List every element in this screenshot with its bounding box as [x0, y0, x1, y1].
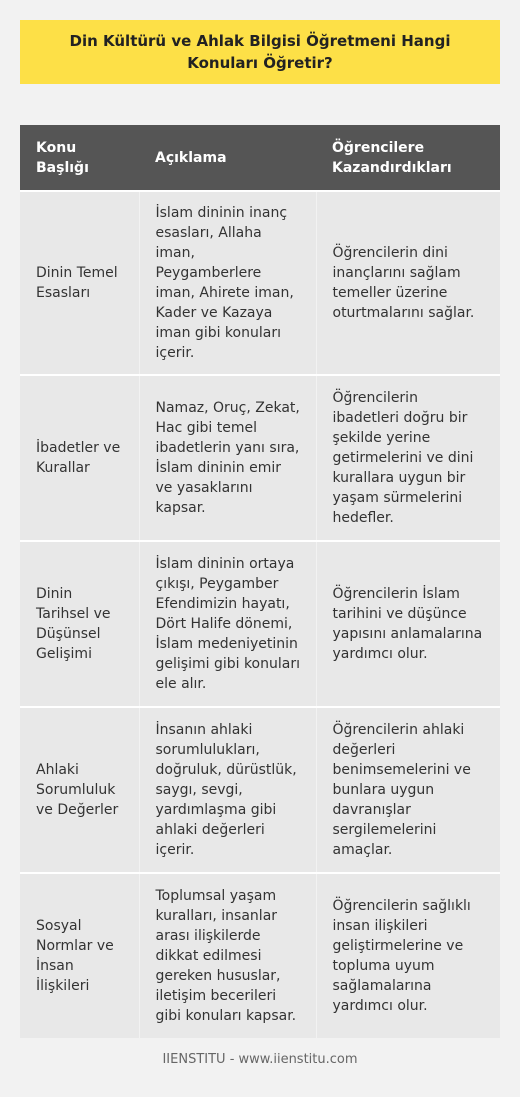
topics-table	[20, 125, 500, 1038]
table-row	[20, 873, 500, 1038]
cell-description: İslam dininin ortaya çıkışı, Peygamber Efendimizin hayatı, Dört Halife dönemi, İslam medeniyetinin gelişimi gibi konuları ele alır.	[139, 541, 316, 707]
cell-topic: Dinin Temel Esasları	[20, 191, 139, 375]
header-description: Açıklama	[139, 125, 316, 191]
page-title: Din Kültürü ve Ahlak Bilgisi Öğretmeni Hangi Konuları Öğretir?	[69, 32, 451, 72]
table-row	[20, 541, 500, 707]
cell-description: Namaz, Oruç, Zekat, Hac gibi temel ibadetlerin yanı sıra, İslam dininin emir ve yasaklarını kapsar.	[139, 375, 316, 541]
footer-credit: IIENSTITU - www.iienstitu.com	[162, 1052, 358, 1067]
cell-topic: Ahlaki Sorumluluk ve Değerler	[20, 707, 139, 873]
header-topic: Konu Başlığı	[20, 125, 139, 191]
cell-description: İslam dininin inanç esasları, Allaha iman, Peygamberlere iman, Ahirete iman, Kader ve Kazaya iman gibi konuları içerir.	[139, 191, 316, 375]
cell-topic: Sosyal Normlar ve İnsan İlişkileri	[20, 873, 139, 1038]
cell-gains: Öğrencilerin ibadetleri doğru bir şekilde yerine getirmelerini ve dini kurallara uygun bir yaşam sürmelerini hedefler.	[316, 375, 500, 541]
cell-topic: İbadetler ve Kurallar	[20, 375, 139, 541]
table-row	[20, 375, 500, 541]
title-banner	[20, 20, 500, 84]
cell-description: İnsanın ahlaki sorumlulukları, doğruluk, dürüstlük, saygı, sevgi, yardımlaşma gibi ahlaki değerleri içerir.	[139, 707, 316, 873]
cell-description: Toplumsal yaşam kuralları, insanlar arası ilişkilerde dikkat edilmesi gereken hususlar, iletişim becerileri gibi konuları kapsar.	[139, 873, 316, 1038]
cell-topic: Dinin Tarihsel ve Düşünsel Gelişimi	[20, 541, 139, 707]
cell-gains: Öğrencilerin dini inançlarını sağlam temeller üzerine oturtmalarını sağlar.	[316, 191, 500, 375]
cell-gains: Öğrencilerin sağlıklı insan ilişkileri geliştirmelerine ve topluma uyum sağlamalarına yardımcı olur.	[316, 873, 500, 1038]
table-row	[20, 191, 500, 375]
cell-gains: Öğrencilerin İslam tarihini ve düşünce yapısını anlamalarına yardımcı olur.	[316, 541, 500, 707]
table-row	[20, 707, 500, 873]
cell-gains: Öğrencilerin ahlaki değerleri benimsemelerini ve bunlara uygun davranışlar sergilemelerini amaçlar.	[316, 707, 500, 873]
header-gains: Öğrencilere Kazandırdıkları	[316, 125, 500, 191]
table-header-row	[20, 125, 500, 191]
